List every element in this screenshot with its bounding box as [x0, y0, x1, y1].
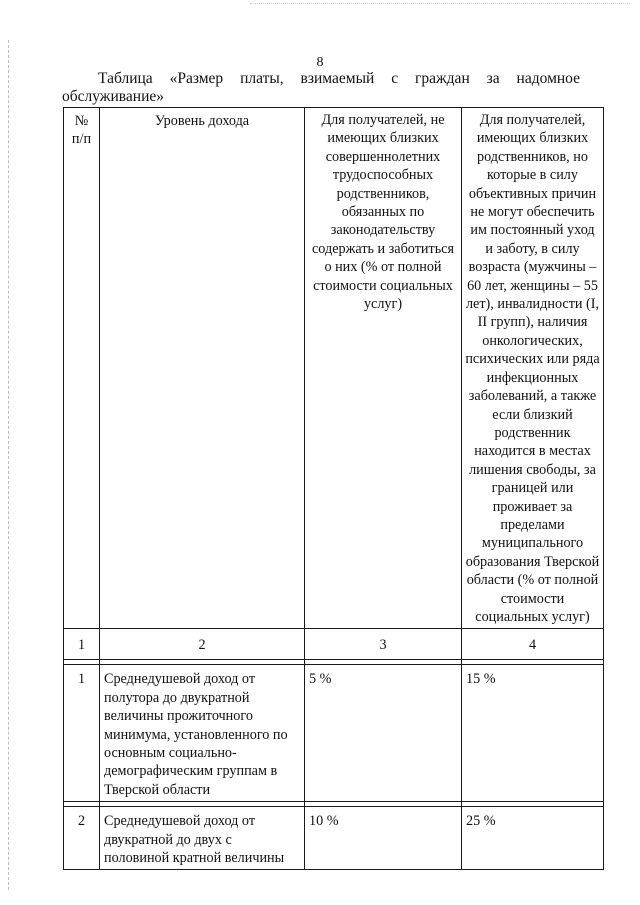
row-fee-with-relatives: 25 %	[462, 807, 604, 870]
header-income-level: Уровень дохода	[100, 108, 305, 629]
scan-edge-mark	[8, 40, 10, 890]
fee-table	[63, 107, 604, 870]
table-heading-line-2: обслуживание»	[62, 88, 165, 105]
column-number: 4	[462, 629, 604, 660]
table-row	[64, 807, 604, 870]
header-with-relatives: Для получателей, имеющих близких родственников, но которые в силу объективных причин не могут обеспечить им постоянный уход и заботу, в силу возраста (мужчины – 60 лет, женщины – 55 лет), инвалидности (I, II групп), наличия онкологических, психических или ряда инфекционных заболеваний, а также если близкий родственник находится в местах лишения свободы, за границей или проживает за пределами муниципального образования Тверской области (% от полной стоимости социальных услуг)	[462, 108, 604, 629]
table-header-row	[64, 108, 604, 629]
column-numbers-row	[64, 629, 604, 660]
row-fee-no-relatives: 5 %	[305, 665, 462, 802]
row-income-level: Среднедушевой доход от двукратной до двух с половиной кратной величины	[100, 807, 305, 870]
column-number: 2	[100, 629, 305, 660]
column-number: 3	[305, 629, 462, 660]
table-heading	[62, 70, 580, 106]
header-no-relatives: Для получателей, не имеющих близких совершеннолетних трудоспособных родственников, обязанных по законодательству содержать и заботиться о них (% от полной стоимости социальных услуг)	[305, 108, 462, 629]
row-number: 2	[64, 807, 100, 870]
column-number: 1	[64, 629, 100, 660]
row-income-level: Среднедушевой доход от полутора до двукратной величины прожиточного минимума, установленного по основным социально-демографическим группам в Тверской области	[100, 665, 305, 802]
row-number: 1	[64, 665, 100, 802]
header-number: № п/п	[64, 108, 100, 629]
row-fee-with-relatives: 15 %	[462, 665, 604, 802]
table-heading-line-1: Таблица «Размер платы, взимаемый с граждан за надомное	[98, 70, 580, 87]
page-number: 8	[316, 55, 324, 70]
table-row	[64, 665, 604, 802]
row-fee-no-relatives: 10 %	[305, 807, 462, 870]
scan-top-mark	[250, 3, 630, 5]
